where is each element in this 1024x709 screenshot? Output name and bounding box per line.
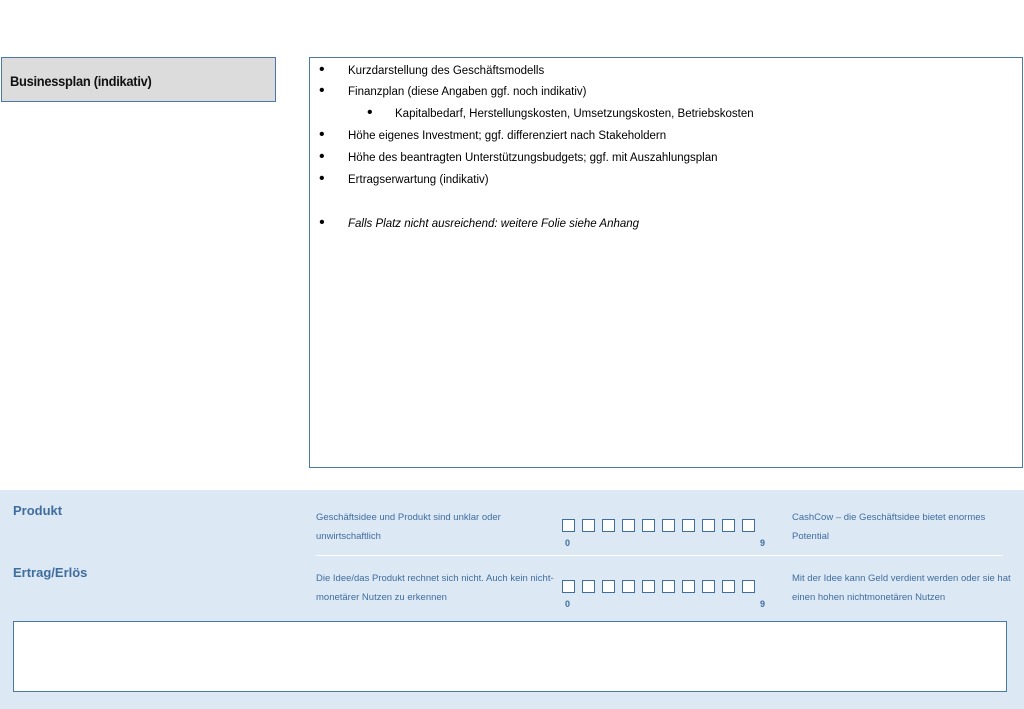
rating-checkbox[interactable] [742,580,755,593]
scale-min: 0 [565,599,571,609]
bullet-dot: • [319,82,325,99]
bullet-item [319,214,640,231]
rating-low-desc: Geschäftsidee und Produkt sind unklar oder unwirtschaftlich [316,512,501,542]
bullet-dot: • [367,104,373,121]
rating-high-desc: Mit der Idee kann Geld verdient werden oder sie hat einen hohen nichtmonetären Nutzen [792,573,1011,603]
rating-label-produkt: Produkt [13,503,63,518]
section-title-box [1,57,276,102]
rating-checkbox[interactable] [642,580,655,593]
bullet-text: Falls Platz nicht ausreichend: weitere Folie siehe Anhang [348,218,640,230]
bullet-dot: • [319,170,325,187]
scale-max: 9 [760,599,766,609]
scale-max: 9 [760,538,766,548]
rating-checkbox[interactable] [722,519,735,532]
rating-checkbox[interactable] [602,519,615,532]
rating-checkbox[interactable] [602,580,615,593]
bullet-text: Kapitalbedarf, Herstellungskosten, Umsetzungskosten, Betriebskosten [395,108,754,120]
rating-checkbox[interactable] [582,580,595,593]
rating-checkbox[interactable] [662,580,675,593]
bullet-text: Finanzplan (diese Angaben ggf. noch indikativ) [348,86,587,98]
bullet-item [319,170,489,187]
rating-checkbox[interactable] [722,580,735,593]
bullet-dot: • [319,126,325,143]
section-title: Businessplan (indikativ) [10,73,152,89]
rating-checkbox[interactable] [562,580,575,593]
bullet-text: Kurzdarstellung des Geschäftsmodells [348,65,545,77]
bullet-dot: • [319,214,325,231]
scale-min: 0 [565,538,571,548]
bullet-text: Ertragserwartung (indikativ) [348,174,489,186]
row-divider [316,555,1003,556]
rating-checkbox[interactable] [582,519,595,532]
rating-checkbox[interactable] [622,580,635,593]
rating-checkbox[interactable] [702,580,715,593]
rating-scale-produkt [562,519,755,532]
rating-low-desc: Die Idee/das Produkt rechnet sich nicht. Auch kein nicht-monetärer Nutzen zu erkennen [316,573,554,603]
bullet-item [319,61,545,78]
notes-field[interactable] [13,621,1007,692]
rating-checkbox[interactable] [742,519,755,532]
rating-checkbox[interactable] [682,580,695,593]
rating-checkbox[interactable] [622,519,635,532]
bullet-item [319,126,667,143]
rating-high-desc: CashCow – die Geschäftsidee bietet enormes Potential [792,512,986,542]
rating-checkbox[interactable] [702,519,715,532]
bullet-text: Höhe eigenes Investment; ggf. differenziert nach Stakeholdern [348,130,667,142]
rating-label-ertrag: Ertrag/Erlös [13,565,88,580]
content-box[interactable] [309,57,1023,468]
rating-checkbox[interactable] [562,519,575,532]
bullet-item [319,148,718,165]
rating-scale-ertrag [562,580,755,593]
bullet-item [319,82,587,99]
bullet-item [367,104,754,121]
bullet-text: Höhe des beantragten Unterstützungsbudgets; ggf. mit Auszahlungsplan [348,152,718,164]
bullet-dot: • [319,61,325,78]
rating-checkbox[interactable] [662,519,675,532]
rating-checkbox[interactable] [682,519,695,532]
bullet-dot: • [319,148,325,165]
rating-checkbox[interactable] [642,519,655,532]
